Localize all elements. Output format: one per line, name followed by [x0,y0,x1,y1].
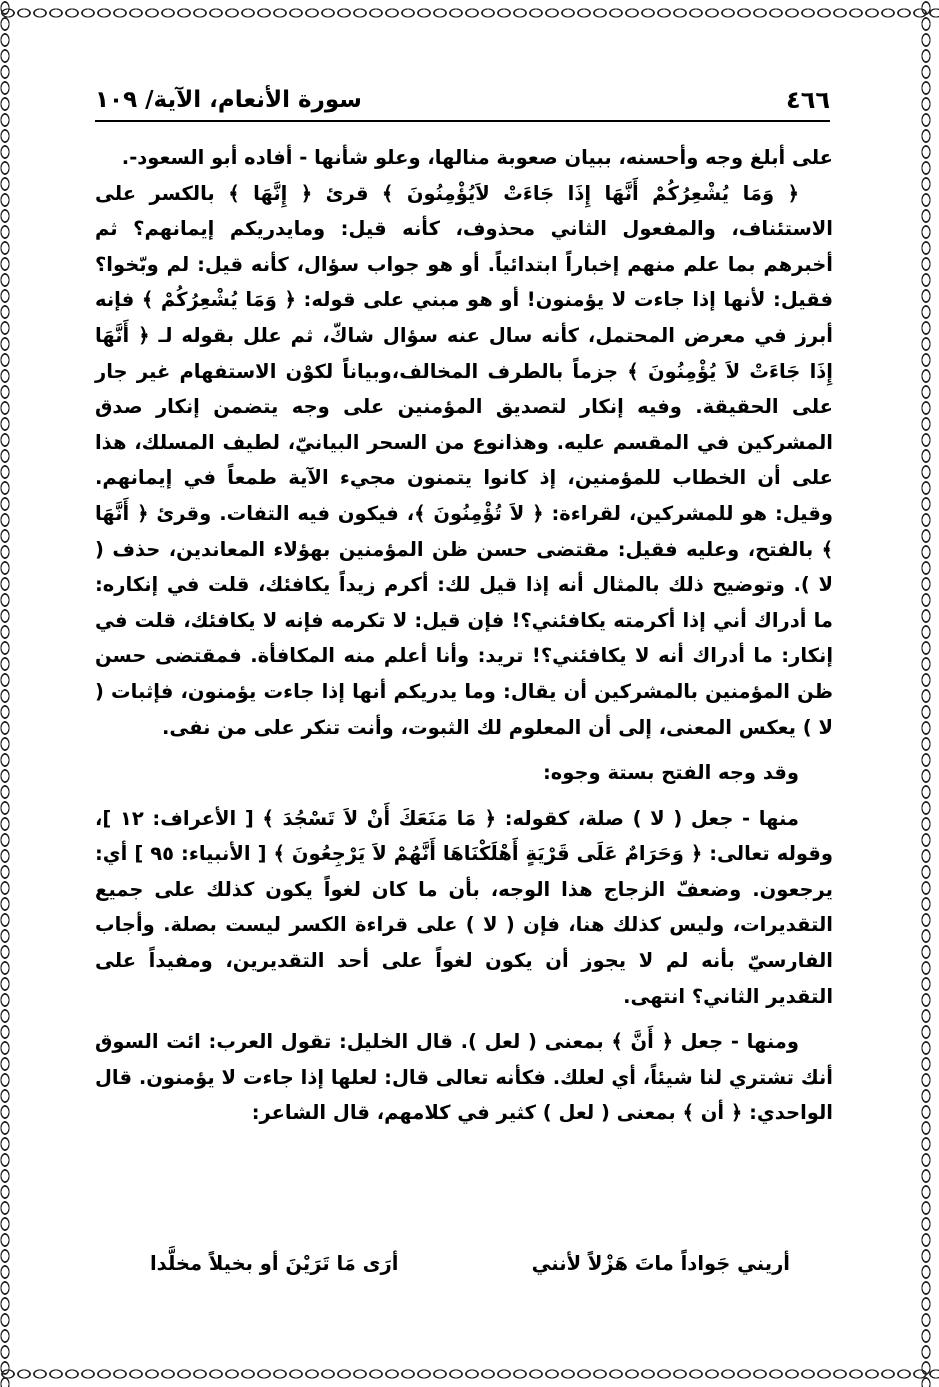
page-header [95,80,830,122]
poem-hemistich-right: أريني جَواداً ماتَ هَزْلاً لأنني [531,1252,790,1275]
paragraph-2: ﴿ وَمَا يُشْعِرُكُمْ أَنَّهَا إِذَا جَاءَتْ لاَيُؤْمِنُونَ ﴾ قرئ ﴿ إِنَّهَا ﴾ بالكسر على الاستئناف، والمفعول الثاني محذوف، كأنه قيل: ومايدريكم إيمانهم؟ ثم أخبرهم بما علم منهم إخباراً ابتدائياً. أو هو جواب سؤال، كأنه قيل: لم وبّخوا؟ فقيل: لأنها إذا جاءت لا يؤمنون! أو هو مبني على قوله: ﴿ وَمَا يُشْعِرُكُمْ ﴾ فإنه أبرز في معرض المحتمل، كأنه سال عنه سؤال شاكّ، ثم علل بقوله لـ ﴿ أَنَّهَا إِذَا جَاءَتْ لاَ يُؤْمِنُونَ ﴾ جزماً بالطرف المخالف،وبياناً لكوْن الاستفهام غير جار على الحقيقة. وفيه إنكار لتصديق المؤمنين على وجه يتضمن إنكار صدق المشركين في المقسم عليه. وهذانوع من السحر البيانيّ، لطيف المسلك، هذا على أن الخطاب للمؤمنين، إذ كانوا يتمنون مجيء الآية طمعاً في إيمانهم. وقيل: هو للمشركين، لقراءة: ﴿ لاَ تُؤْمِنُونَ ﴾، فيكون فيه التفات. وقرئ ﴿ أَنَّهَا ﴾ بالفتح، وعليه فقيل: مقتضى حسن ظن المؤمنين بهؤلاء المعاندين، حذف ( لا ). وتوضيح ذلك بالمثال أنه إذا قيل لك: أكرم زيداً يكافئك، قلت في إنكاره: ما أدراك أني إذا أكرمته يكافئني؟! فإن قيل: لا تكرمه فإنه لا يكافئك، قلت في إنكار: ما أدراك أنه لا يكافئني؟! تريد: وأنا أعلم منه المكافأة. فمقتضى حسن ظن المؤمنين بالمشركين أن يقال: وما يدريكم أنها إذا جاءت يؤمنون، فإثبات ( لا ) يعكس المعنى، إلى أن المعلوم لك الثبوت، وأنت تنكر على من نفى. [95,181,833,739]
paragraph-4: منها - جعل ( لا ) صلة، كقوله: ﴿ مَا مَنَعَكَ أَنْ لاَ تَسْجُدَ ﴾ [ الأعراف: ١٢ ]، وقوله تعالى: ﴿ وَحَرَامٌ عَلَى قَرْيَةٍ أَهْلَكْنَاهَا أَنَّهُمْ لاَ يَرْجِعُونَ ﴾ [ الأنبياء: ٩٥ ] أي: يرجعون. وضعفّ الزجاج هذا الوجه، بأن ما كان لغواً يكون كذلك على جميع التقديرات، وليس كذلك هنا، فإن ( لا ) على قراءة الكسر ليست بصلة. وأجاب الفارسيّ بأنه لم لا يجوز أن يكون لغواً على أحد التقديرين، ومفيداً على التقدير الثاني؟ انتهى. [95,806,834,1008]
decorative-border-right [914,0,938,1387]
paragraph-3: وقد وجه الفتح بستة وجوه: [542,761,799,785]
running-title: سورة الأنعام، الآية/ ١٠٩ [95,87,362,113]
body-text [95,140,833,1131]
paragraph-5: ومنها - جعل ﴿ أَنَّ ﴾ بمعنى ( لعل ). قال الخليل: تقول العرب: ائت السوق أنك تشتري لنا شيئاً، أي لعلك. فكأنه تعالى قال: لعلها إذا جاءت لا يؤمنون. قال الواحدي: ﴿ أن ﴾ بمعنى ( لعل ) كثير في كلامهم، قال الشاعر: [95,1030,833,1125]
decorative-border-top [0,0,939,26]
decorative-border-left [0,0,10,1387]
poem-hemistich-left: أرَى مَا تَرَيْنَ أو بخيلاً مخلَّدا [150,1252,399,1275]
poem-verse [150,1246,790,1282]
paragraph-1: على أبلغ وجه وأحسنه، ببيان صعوبة منالها، وعلو شأنها - أفاده أبو السعود-. [121,146,833,169]
page-number: ٤٦٦ [786,86,830,114]
decorative-border-bottom [0,1361,939,1387]
